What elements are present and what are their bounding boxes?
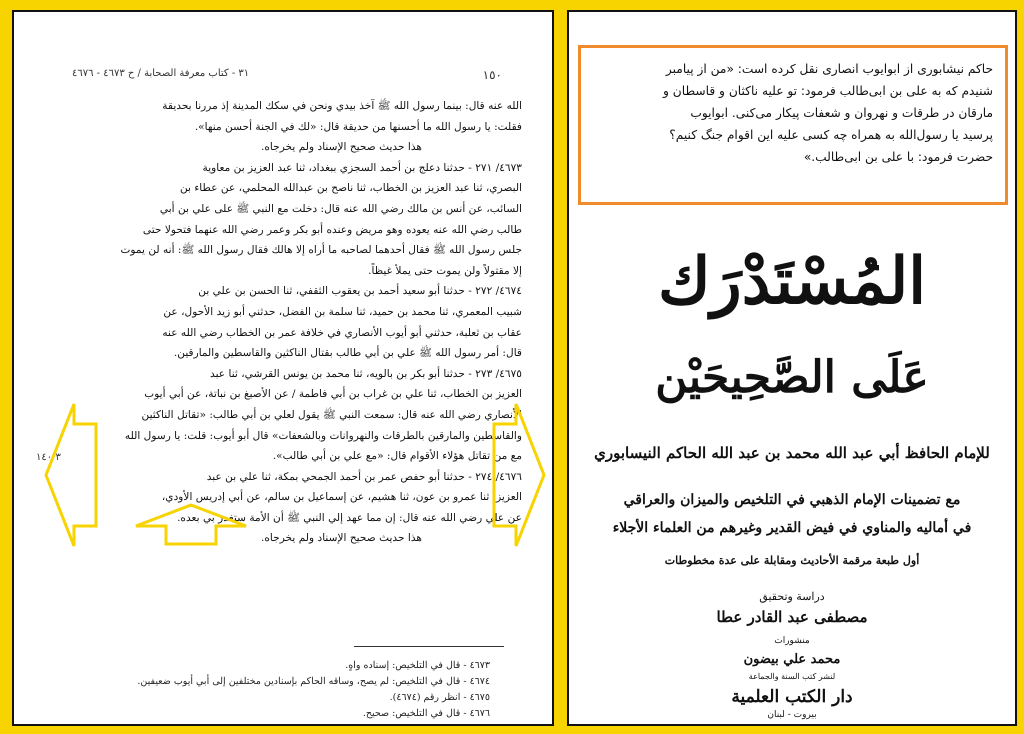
text-line: عقاب بن ثعلبة، حدثني أبو أيوب الأنصاري في خلافة عمر بن الخطاب رضي الله عنه [162,326,522,339]
text-line: قال: أمر رسول الله ﷺ علي بن أبي طالب بقتال الناكثين والقاسطين والمارقين. [173,347,522,360]
text-line: ٤٦٧٤/ ٢٧٢ - حدثنا أبو سعيد أحمد بن يعقوب الثقفي، ثنا الحسن بن علي بن [198,285,522,298]
left-page-scan [12,10,554,726]
text-line: السائب، عن أنس بن مالك رضي الله عنه قال: دخلت مع النبي ﷺ على علي بن أبي [159,202,522,215]
up-arrow-icon [132,502,250,548]
footnote: ٤٦٧٣ - قال في التلخيص: إسناده واهٍ. [345,660,490,671]
edition-line-2: في أماليه والمناوي في فيض القدير وغيرهم من العلماء الأجلاء [612,520,972,536]
note-line: حاکم نیشابوری از ابوایوب انصاری نقل کرده است: «من از پیامبر [665,62,993,76]
text-line: والقاسطين والمارقين بالطرقات والنهروانات وبالشعفات» قال أبو أيوب: قلت: يا رسول الله [124,429,522,442]
text-line: العزيز بن الخطاب، ثنا علي بن غراب بن أبي فاطمة / عن الأصبغ بن نباتة، عن أبي أيوب [144,388,522,401]
left-arrow-icon [44,400,100,550]
note-line: پرسید یا رسول‌الله به همراه چه کسی علیه این اقوام جنگ کنیم؟ [669,128,993,142]
right-arrow-icon [490,400,546,550]
publisher-note: لنشر كتب السنة والجماعة [748,672,836,681]
text-line: مع من تقاتل هؤلاء الأقوام قال: «مع علي بن أبي طالب». [272,450,522,463]
footnote: ٤٦٧٦ - قال في التلخيص: صحيح. [362,708,490,719]
editor-name: مصطفى عبد القادر عطا [716,608,868,626]
study-label: دراسة وتحقيق [759,590,825,603]
text-line: ٤٦٧٣/ ٢٧١ - حدثنا دعلج بن أحمد السجزي ببغداد، ثنا عبد العزيز بن معاوية [202,161,522,174]
page-number: ١٥٠ [482,68,502,82]
text-line: فقلت: يا رسول الله ما أحسنها من حديقة قال: «لك في الجنة أحسن منها». [194,120,522,133]
footnotes [70,658,490,722]
persian-note-box [578,45,1008,205]
text-line: طالب رضي الله عنه يعوده وهو مريض وعنده أبو بكر وعمر رضي الله عنهما فتحولا حتى [142,223,522,236]
text-line: البصري، ثنا عبد العزيز بن الخطاب، ثنا ناصح بن عبدالله المحلمي، عن عطاء بن [179,182,522,195]
publisher-label: منشورات [774,636,810,646]
publisher-name: محمد علي بيضون [743,652,841,667]
publishing-house: دار الكتب العلمية [731,687,853,707]
text-line: هذا حديث صحيح الإسناد ولم يخرجاه. [261,141,422,154]
edition-line-3: أول طبعة مرقمة الأحاديث ومقابلة على عدة مخطوطات [664,554,920,567]
running-header [72,68,502,82]
text-line: شبيب المعمري، ثنا محمد بن حميد، ثنا سلمة بن الفضل، حدثني أبو زيد الأحول، عن [163,305,522,318]
text-line: هذا حديث صحيح الإسناد ولم يخرجاه. [261,532,422,545]
running-header-text: ٣١ - كتاب معرفة الصحابة / ح ٤٦٧٣ - ٤٦٧٦ [72,68,250,79]
footnote-divider [354,646,504,647]
text-line: جلس رسول الله ﷺ فقال أحدهما لصاحبه ما أراه إلا هالك فقال رسول الله ﷺ: أنه لن يموت [120,244,522,257]
footnote: ٤٦٧٤ - قال في التلخيص: لم يصح، وساقه الحاكم بإسنادين مختلفين إلى أبي أيوب ضعيفين. [137,676,490,687]
text-line: عن علي رضي الله عنه قال: إن مما عهد إلي النبي ﷺ أن الأمة ستغدر بي بعده. [177,511,522,524]
margin-number: ١٤٠/٣ [36,452,61,463]
text-line: ٤٦٧٦/ ٢٧٤ - حدثنا أبو حفص عمر بن أحمد الجمحي بمكة، ثنا علي بن عبد [206,470,522,483]
footnote: ٤٦٧٥ - انظر رقم (٤٦٧٤). [389,692,490,703]
text-line: إلا مقتولاً ولن يموت حتى يملأ غيظاً. [368,264,522,277]
book-cover-panel [567,10,1017,726]
publisher-city: بيروت - لبنان [767,710,817,720]
edition-line-1: مع تضمينات الإمام الذهبي في التلخيص والميزان والعراقي [623,492,961,508]
author-line: للإمام الحافظ أبي عبد الله محمد بن عبد الله الحاكم النيسابوري [594,444,990,462]
book-subtitle: عَلَى الصَّحِيحَيْن [655,352,929,403]
text-line: الأنصاري رضي الله عنه قال: سمعت النبي ﷺ يقول لعلي بن أبي طالب: «تقاتل الناكثين [141,408,522,421]
hadith-text-block [72,96,522,549]
text-line: الله عنه قال: بينما رسول الله ﷺ آخذ بيدي ونحن في سكك المدينة إذ مررنا بحديقة [162,100,522,112]
note-line: مارقان در طرقات و نهروان و شعفات پیکار می‌کنی. ابوایوب [690,106,993,120]
book-title: المُسْتَدْرَك [658,244,926,319]
text-line: العزيز، ثنا عمرو بن عون، ثنا هشيم، عن إسماعيل بن سالم، عن أبي إدريس الأودي، [161,491,522,504]
note-line: حضرت فرمود: با علی بن ابی‌طالب.» [803,150,993,164]
text-line: ٤٦٧٥/ ٢٧٣ - حدثنا أبو بكر بن بالويه، ثنا محمد بن يونس القرشي، ثنا عبد [210,367,522,380]
note-line: شنیدم که به علی بن ابی‌طالب فرمود: تو علیه ناکثان و قاسطان و [663,84,993,98]
